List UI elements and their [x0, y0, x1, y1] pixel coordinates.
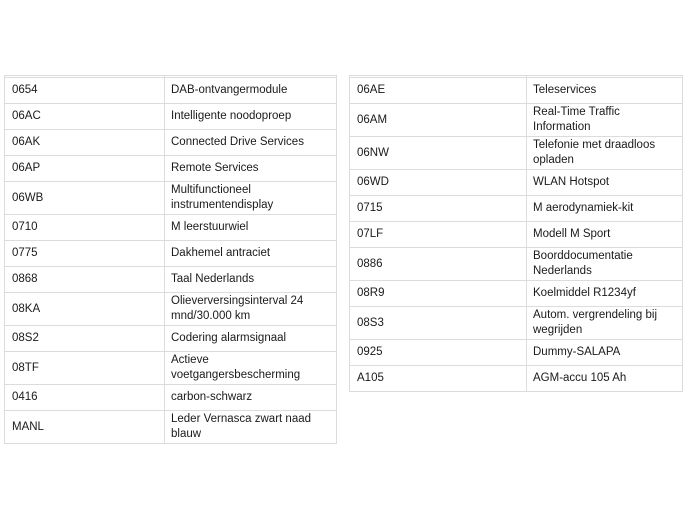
option-code: 06AM — [350, 104, 527, 137]
option-description: Teleservices — [527, 78, 683, 104]
table-row — [350, 137, 683, 170]
option-description: Taal Nederlands — [165, 267, 337, 293]
options-table-right — [349, 75, 683, 392]
option-description: Codering alarmsignaal — [165, 326, 337, 352]
option-description: Koelmiddel R1234yf — [527, 281, 683, 307]
option-code: 0868 — [5, 267, 165, 293]
table-row — [350, 170, 683, 196]
table-row — [5, 241, 337, 267]
table-row — [350, 104, 683, 137]
table-row — [5, 78, 337, 104]
table-row — [5, 104, 337, 130]
option-code: 06AK — [5, 130, 165, 156]
option-description: Olieverversingsinterval 24 mnd/30.000 km — [165, 293, 337, 326]
table-row — [5, 130, 337, 156]
table-row — [5, 182, 337, 215]
option-code: 06WB — [5, 182, 165, 215]
table-row — [350, 307, 683, 340]
option-description: Multifunctioneel instrumentendisplay — [165, 182, 337, 215]
option-description: M leerstuurwiel — [165, 215, 337, 241]
option-description: Dummy-SALAPA — [527, 340, 683, 366]
option-code: 06WD — [350, 170, 527, 196]
option-code: MANL — [5, 411, 165, 444]
option-description: Boorddocumentatie Nederlands — [527, 248, 683, 281]
option-description: Telefonie met draadloos opladen — [527, 137, 683, 170]
table-row — [350, 340, 683, 366]
table-row — [5, 215, 337, 241]
option-code: 07LF — [350, 222, 527, 248]
option-description: Actieve voetgangersbescherming — [165, 352, 337, 385]
option-code: 0925 — [350, 340, 527, 366]
option-code: A105 — [350, 366, 527, 392]
option-description: Real-Time Traffic Information — [527, 104, 683, 137]
option-description: M aerodynamiek-kit — [527, 196, 683, 222]
table-row — [5, 411, 337, 444]
option-code: 0654 — [5, 78, 165, 104]
option-description: AGM-accu 105 Ah — [527, 366, 683, 392]
table-row — [350, 366, 683, 392]
option-description: Remote Services — [165, 156, 337, 182]
option-description: Leder Vernasca zwart naad blauw — [165, 411, 337, 444]
table-row — [5, 326, 337, 352]
option-code: 06AC — [5, 104, 165, 130]
option-code: 08TF — [5, 352, 165, 385]
option-code: 0715 — [350, 196, 527, 222]
table-row — [5, 385, 337, 411]
option-description: Dakhemel antraciet — [165, 241, 337, 267]
table-row — [350, 196, 683, 222]
option-code: 0775 — [5, 241, 165, 267]
option-code: 0886 — [350, 248, 527, 281]
option-code: 06AE — [350, 78, 527, 104]
table-row — [350, 281, 683, 307]
option-code: 06AP — [5, 156, 165, 182]
option-description: Connected Drive Services — [165, 130, 337, 156]
table-row — [350, 222, 683, 248]
table-row — [5, 352, 337, 385]
table-row — [350, 78, 683, 104]
option-description: WLAN Hotspot — [527, 170, 683, 196]
table-row — [350, 248, 683, 281]
option-code: 08S2 — [5, 326, 165, 352]
table-row — [5, 293, 337, 326]
option-code: 06NW — [350, 137, 527, 170]
table-row — [5, 156, 337, 182]
option-description: carbon-schwarz — [165, 385, 337, 411]
option-code: 08S3 — [350, 307, 527, 340]
option-description: Autom. vergrendeling bij wegrijden — [527, 307, 683, 340]
options-table-left — [4, 75, 337, 444]
option-description: Modell M Sport — [527, 222, 683, 248]
option-code: 0710 — [5, 215, 165, 241]
table-row — [5, 267, 337, 293]
option-code: 08R9 — [350, 281, 527, 307]
option-description: Intelligente noodoproep — [165, 104, 337, 130]
option-description: DAB-ontvangermodule — [165, 78, 337, 104]
option-code: 0416 — [5, 385, 165, 411]
option-code: 08KA — [5, 293, 165, 326]
